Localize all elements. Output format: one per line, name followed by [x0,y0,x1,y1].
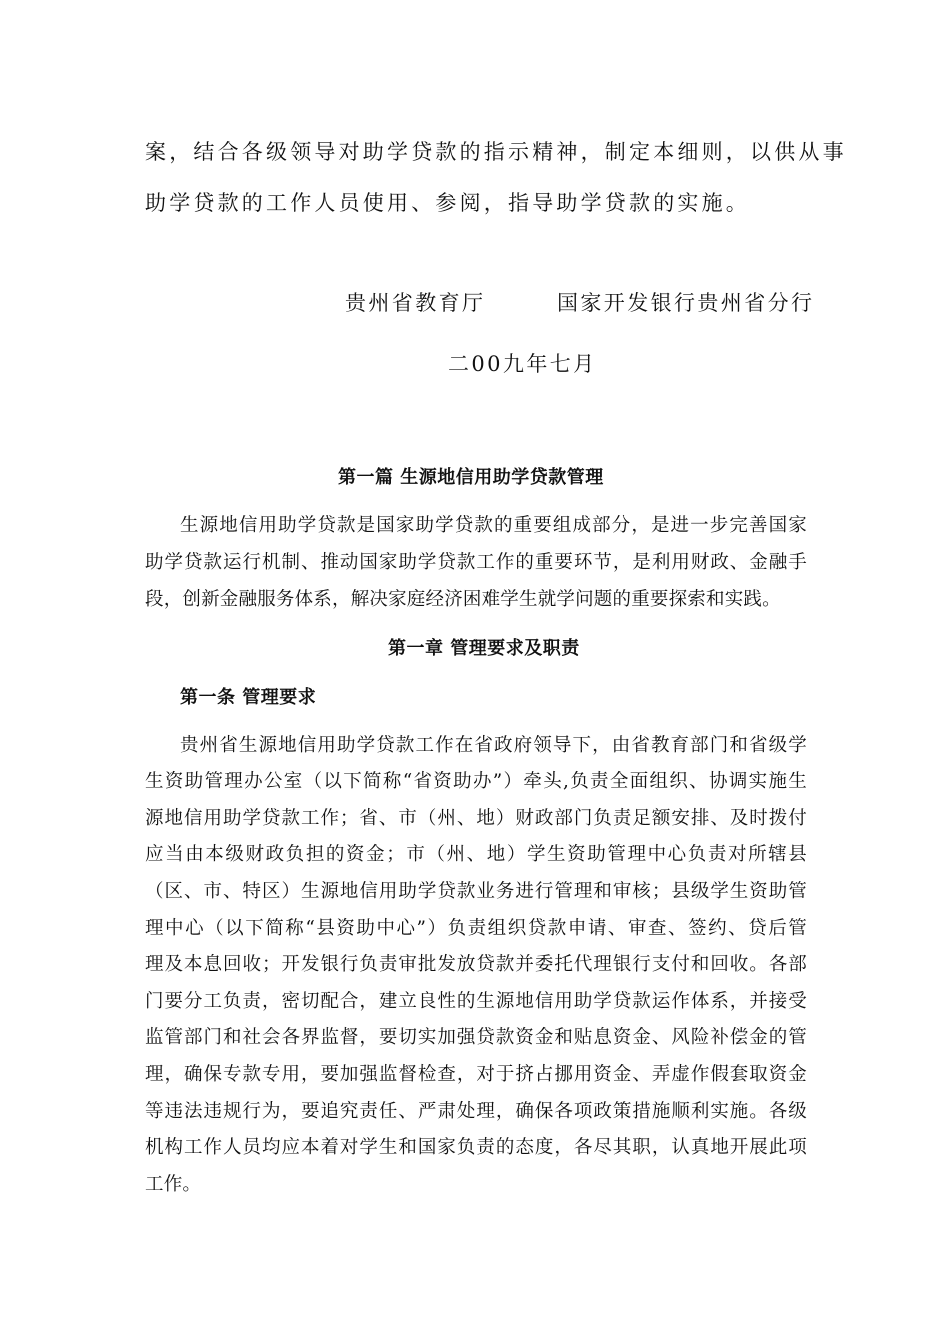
article-line-2: 生资助管理办公室（以下简称“省资助办”）牵头,负责全面组织、协调实施生 [145,771,807,792]
part-title: 第一篇 生源地信用助学贷款管理 [338,467,604,488]
signature-org-education: 贵州省教育厅 [345,291,486,315]
article-line-6: 理中心（以下简称“县资助中心”）负责组织贷款申请、审查、签约、贷后管 [145,918,807,939]
article-line-3: 源地信用助学贷款工作；省、市（州、地）财政部门负责足额安排、及时拨付 [145,808,807,829]
article-line-11: 等违法违规行为，要追究责任、严肃处理，确保各项政策措施顺利实施。各级 [145,1101,807,1122]
signature-date: 二00九年七月 [448,352,597,376]
chapter-title: 第一章 管理要求及职责 [388,638,580,659]
signature-org-bank: 国家开发银行贵州省分行 [557,291,815,315]
article-line-7: 理及本息回收；开发银行负责审批发放贷款并委托代理银行支付和回收。各部 [145,954,807,975]
article-title: 第一条 管理要求 [180,687,317,708]
article-line-12: 机构工作人员均应本着对学生和国家负责的态度，各尽其职，认真地开展此项 [145,1137,807,1158]
article-line-4: 应当由本级财政负担的资金；市（州、地）学生资助管理中心负责对所辖县 [145,844,807,865]
intro-line-2: 助学贷款的工作人员使用、参阅，指导助学贷款的实施。 [145,191,750,215]
article-line-8: 门要分工负责，密切配合，建立良性的生源地信用助学贷款运作体系，并接受 [145,991,807,1012]
article-line-1: 贵州省生源地信用助学贷款工作在省政府领导下，由省教育部门和省级学 [180,735,807,756]
part-intro-line-1: 生源地信用助学贷款是国家助学贷款的重要组成部分，是进一步完善国家 [180,515,807,536]
intro-line-1: 案，结合各级领导对助学贷款的指示精神，制定本细则，以供从事 [145,140,847,164]
article-line-10: 理，确保专款专用，要加强监督检查，对于挤占挪用资金、弄虚作假套取资金 [145,1064,807,1085]
article-line-5: （区、市、特区）生源地信用助学贷款业务进行管理和审核；县级学生资助管 [145,881,807,902]
part-intro-line-2: 助学贷款运行机制、推动国家助学贷款工作的重要环节，是利用财政、金融手 [145,552,807,573]
part-intro-line-3: 段，创新金融服务体系，解决家庭经济困难学生就学问题的重要探索和实践。 [145,589,781,610]
article-line-9: 监管部门和社会各界监督，要切实加强贷款资金和贴息资金、风险补偿金的管 [145,1027,807,1048]
article-line-13: 工作。 [145,1174,202,1195]
